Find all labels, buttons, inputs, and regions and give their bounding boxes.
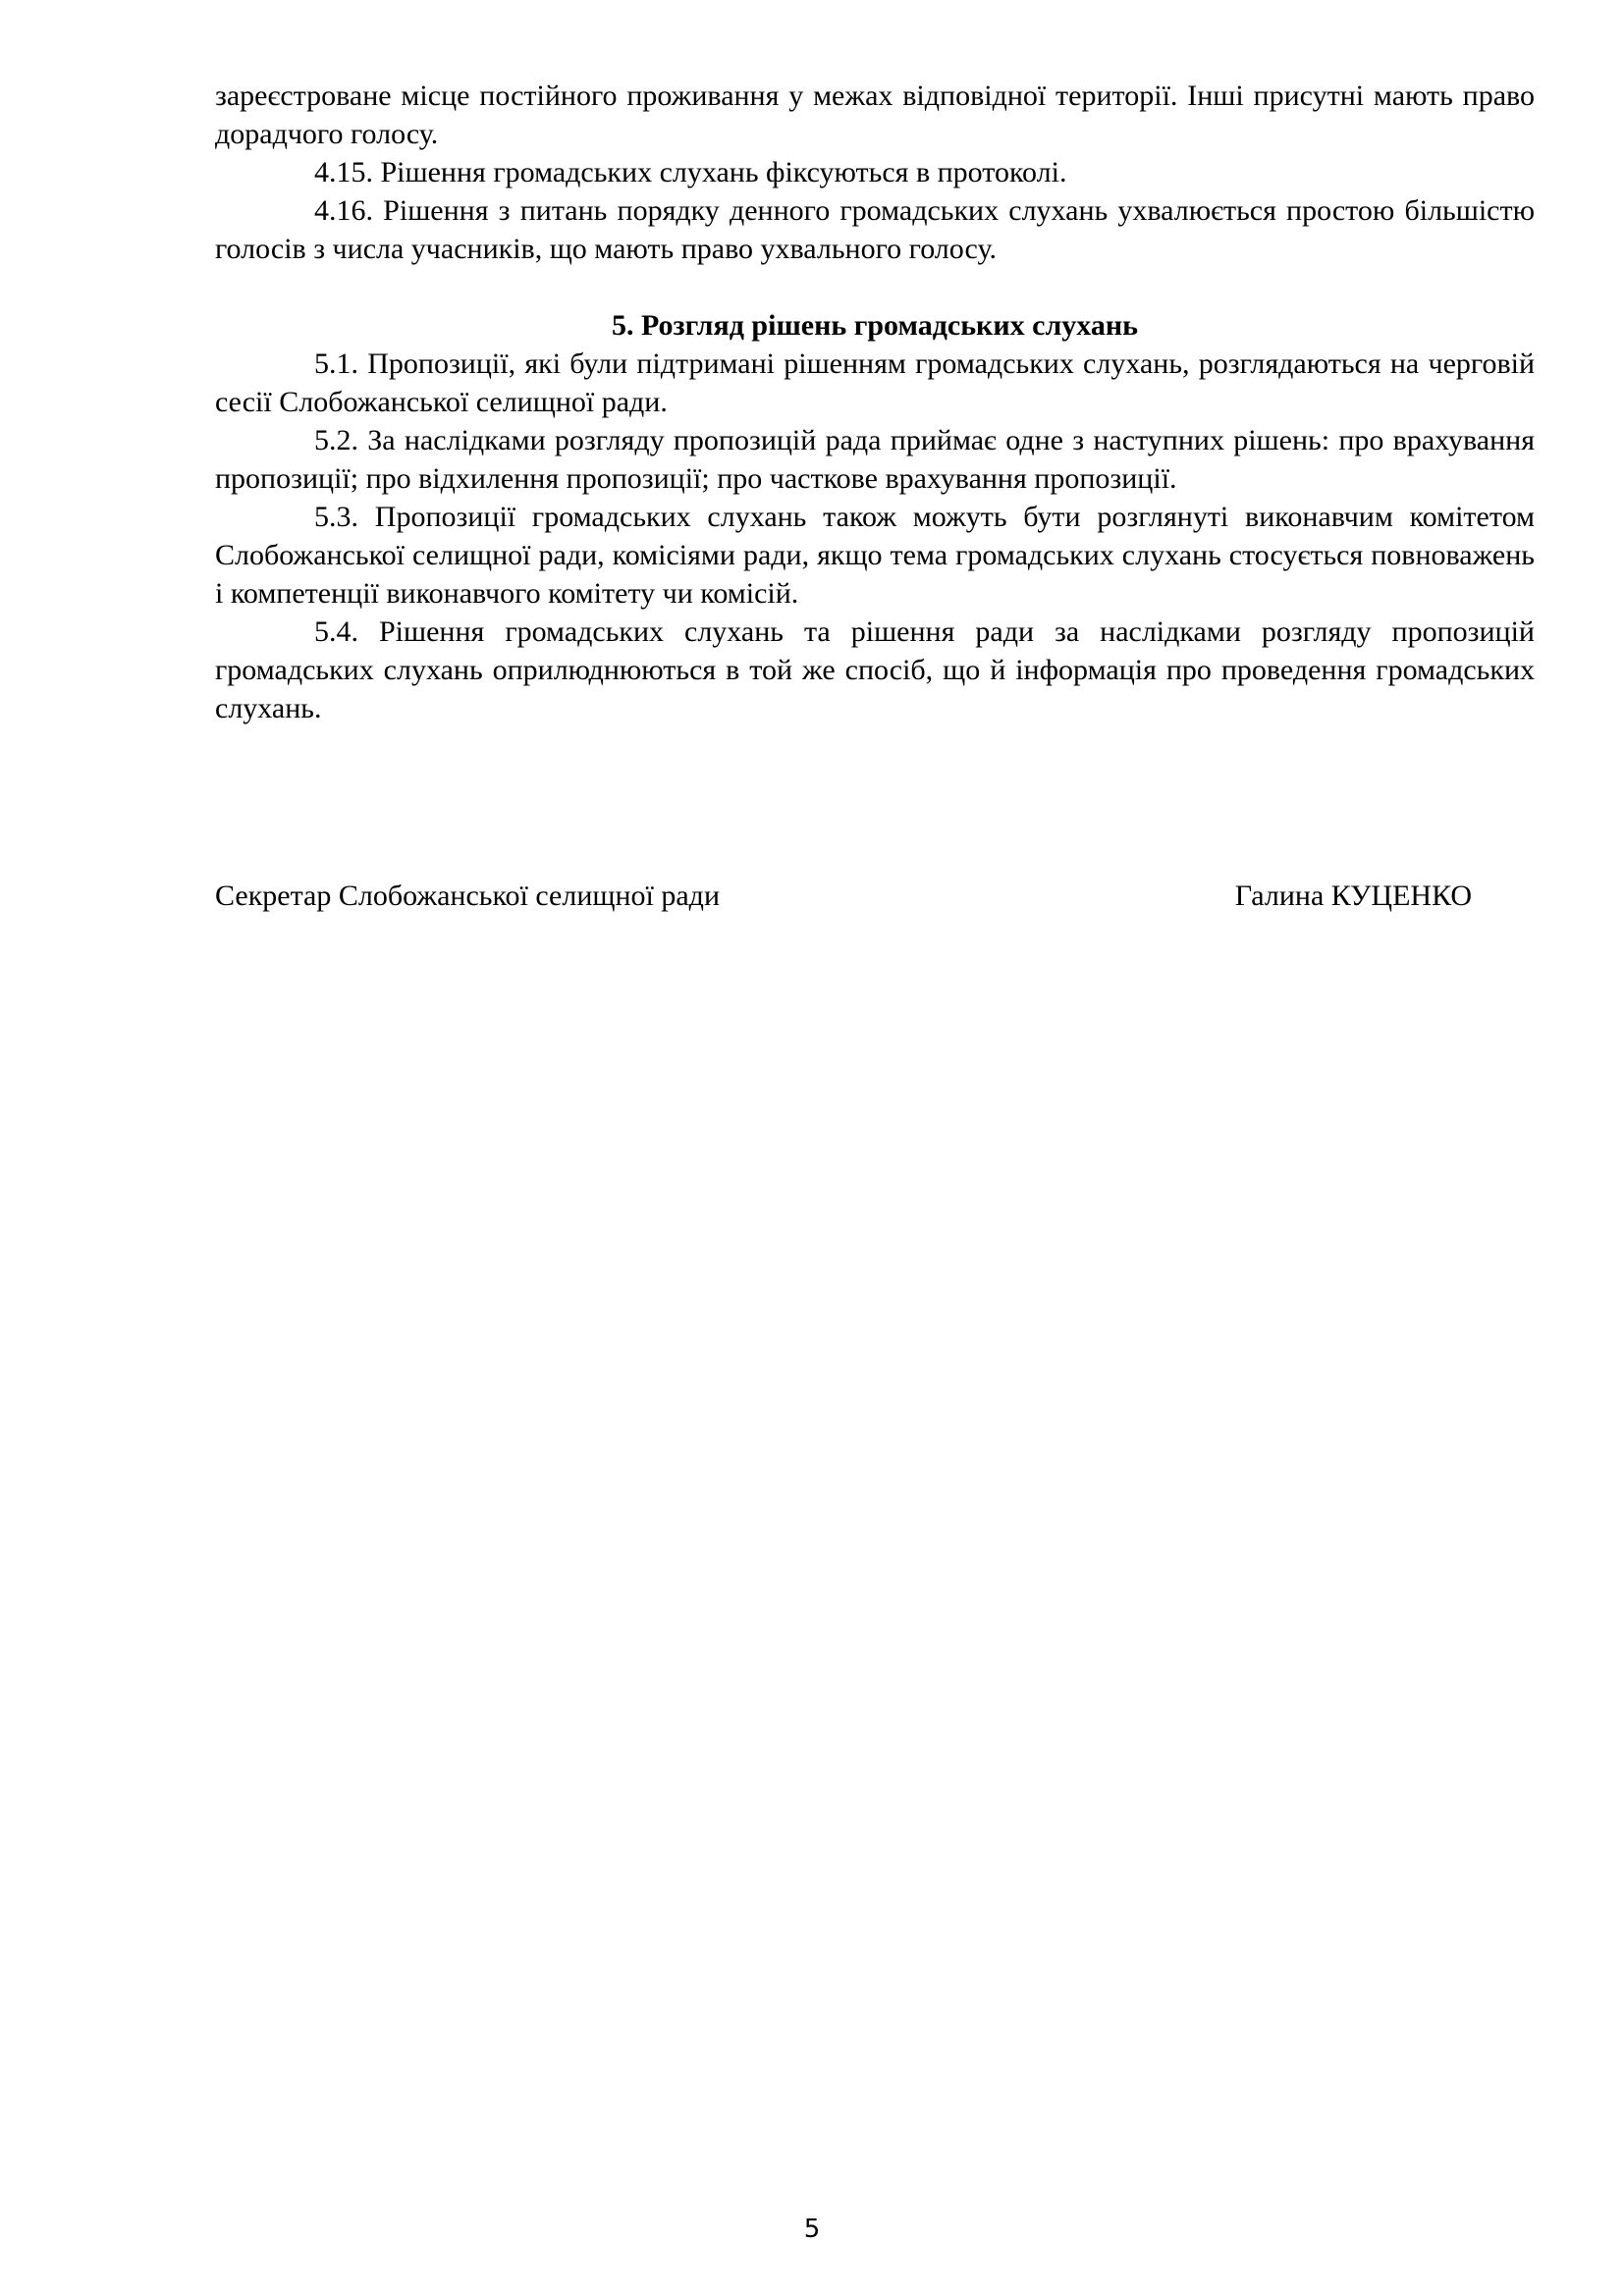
signatory-name: Галина КУЦЕНКО: [1234, 880, 1472, 912]
paragraph-continuation: зареєстроване місце постійного проживання у межах відповідної території. Інші присутні мають право дорадчого голосу.: [215, 80, 1535, 150]
signatory-position: Секретар Слобожанської селищної ради: [215, 880, 720, 912]
section-5-heading: 5. Розгляд рішень громадських слухань: [611, 309, 1139, 342]
document-body: [215, 77, 1535, 727]
page-number: 5: [803, 2215, 821, 2244]
paragraph-5-2: 5.2. За наслідками розгляду пропозицій рада приймає одне з наступних рішень: про врахування пропозиції; про відхилення пропозиції; про часткове врахування пропозиції.: [215, 424, 1535, 495]
paragraph-5-1: 5.1. Пропозиції, які були підтримані рішенням громадських слухань, розглядаються на черговій сесії Слобожанської селищної ради.: [215, 347, 1535, 418]
paragraph-4-16: 4.16. Рішення з питань порядку денного громадських слухань ухвалюється простою більшістю голосів з числа учасників, що мають право ухвального голосу.: [215, 194, 1535, 265]
paragraph-5-3: 5.3. Пропозиції громадських слухань також можуть бути розглянуті виконавчим комітетом Слобожанської селищної ради, комісіями ради, якщо тема громадських слухань стосується повноважень і компетенції виконавчого комітету чи комісій.: [215, 501, 1535, 610]
blank-line: [215, 268, 1535, 306]
paragraph-4-15: 4.15. Рішення громадських слухань фіксуються в протоколі.: [314, 156, 1067, 188]
paragraph-5-4: 5.4. Рішення громадських слухань та рішення ради за наслідками розгляду пропозицій громадських слухань оприлюднюються в той же спосіб, що й інформація про проведення громадських слухань.: [215, 615, 1535, 724]
signature-block: [215, 877, 1472, 915]
